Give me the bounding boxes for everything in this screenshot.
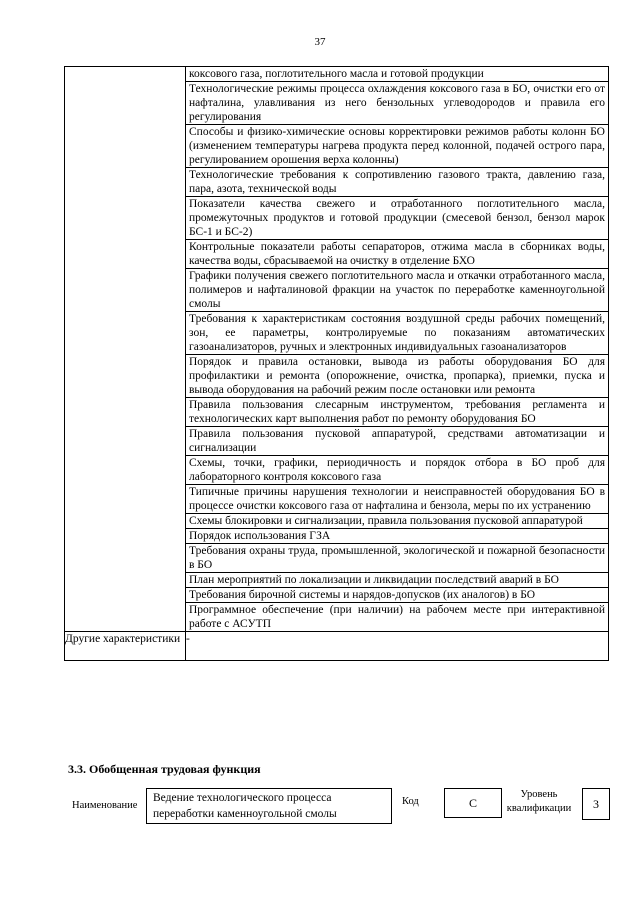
requirement-item: Технологические режимы процесса охлаждения коксового газа в БО, очистки его от нафталина, улавливания из него бензольных углеводородов и правила его регулирования [186, 82, 608, 125]
requirement-item: Типичные причины нарушения технологии и неисправностей оборудования БО в процессе очистки коксового газа от нафталина и бензола, меры по их устранению [186, 485, 608, 514]
other-characteristics-label: Другие характеристики [65, 632, 186, 661]
requirement-item: Способы и физико-химические основы корректировки режимов работы колонн БО (изменением температуры нагрева продукта перед колонной, подачей острого пара, регулированием орошения верха колонны) [186, 125, 608, 168]
requirement-item: Порядок использования ГЗА [186, 529, 608, 544]
requirement-item: Требования охраны труда, промышленной, экологической и пожарной безопасности в БО [186, 544, 608, 573]
knowledge-list [186, 67, 609, 632]
requirement-item: Требования к характеристикам состояния воздушной среды рабочих помещений, зон, ее параметры, контролируемые по показаниям автоматических газоанализаторов, ручных и электронных индивидуальных газоанализаторов [186, 312, 608, 355]
requirements-table [64, 66, 609, 661]
requirement-item: Порядок и правила остановки, вывода из работы оборудования БО для профилактики и ремонта (опорожнение, очистка, пропарка), приемки, пуска и вывода оборудования на рабочий режим после остановки или ремонта [186, 355, 608, 398]
function-code-label: Код [402, 796, 419, 807]
function-name-label: Наименование [72, 800, 138, 811]
requirement-item: Схемы блокировки и сигнализации, правила пользования пусковой аппаратурой [186, 514, 608, 529]
function-code-value: С [444, 788, 502, 818]
requirement-item: Технологические требования к сопротивлению газового тракта, давлению газа, пара, азота, технической воды [186, 168, 608, 197]
requirement-item: Схемы, точки, графики, периодичность и порядок отбора в БО проб для лабораторного контроля коксового газа [186, 456, 608, 485]
qualification-level-value: 3 [582, 788, 610, 820]
requirement-item: коксового газа, поглотительного масла и готовой продукции [186, 67, 608, 82]
requirement-item: План мероприятий по локализации и ликвидации последствий аварий в БО [186, 573, 608, 588]
page-number: 37 [314, 36, 326, 48]
requirement-item: Программное обеспечение (при наличии) на рабочем месте при интерактивной работе с АСУТП [189, 604, 605, 630]
qualification-level-label: Уровень квалификации [506, 789, 572, 814]
requirement-item: Графики получения свежего поглотительного масла и откачки отработанного масла, полимеров и нафталиновой фракции на участок по переработке каменноугольной смолы [186, 269, 608, 312]
generalized-function-row [0, 780, 640, 840]
other-characteristics-row [65, 632, 609, 661]
other-characteristics-value: - [186, 632, 609, 661]
knowledge-label-cell [65, 67, 186, 632]
knowledge-row [65, 67, 609, 632]
requirement-item: Правила пользования пусковой аппаратурой, средствами автоматизации и сигнализации [186, 427, 608, 456]
function-name-value: Ведение технологического процесса переработки каменноугольной смолы [146, 788, 392, 824]
requirement-item: Показатели качества свежего и отработанного поглотительного масла, промежуточных продуктов и готовой продукции (смесевой бензол, бензол марок БС-1 и БС-2) [186, 197, 608, 240]
requirement-item: Контрольные показатели работы сепараторов, отжима масла в сборниках воды, качества воды, сбрасываемой на очистку в отделение БХО [186, 240, 608, 269]
requirement-item: Требования бирочной системы и нарядов-допусков (их аналогов) в БО [186, 588, 608, 603]
requirement-item: Правила пользования слесарным инструментом, требования регламента и технологических карт выполнения работ по ремонту оборудования БО [186, 398, 608, 427]
section-title: 3.3. Обобщенная трудовая функция [68, 762, 261, 776]
